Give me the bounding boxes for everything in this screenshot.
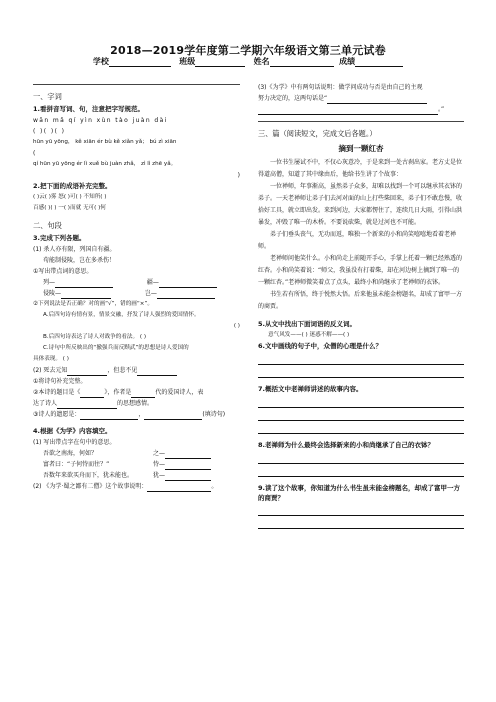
name-blank[interactable] <box>270 58 334 67</box>
school-label: 学校 <box>92 57 109 66</box>
answer-line[interactable] <box>258 408 464 421</box>
sub-question: ③诗人的遗愿是： <box>33 411 81 418</box>
answer-blank[interactable] <box>144 412 202 420</box>
divider <box>33 84 240 85</box>
answer-line[interactable] <box>258 365 464 378</box>
section-heading: 一、字词 <box>33 92 62 101</box>
word-label: 之— <box>153 450 166 457</box>
sub-question: ①写出带点词的意思。 <box>33 268 93 275</box>
idiom-row[interactable]: ( )云( )雾 怒( )可( ) 不知所( ) <box>33 194 107 200</box>
sub-question: (2) 《为学·蜀之鄙有二僧》这个故事说明： <box>33 483 148 490</box>
sub-question: ①将诗句补充完整。 <box>33 378 87 385</box>
answer-line[interactable] <box>258 421 464 434</box>
statement-b[interactable]: B.后四句诗表达了诗人对战争的看法。 ( ) <box>43 334 147 340</box>
sub-question: 达了诗人 <box>33 400 58 407</box>
question-8: 8.老禅师为什么最终会选择新来的小和尚继承了自己的衣钵？ <box>258 441 434 449</box>
answer-line[interactable] <box>258 516 464 529</box>
paragraph: 弟子们垂头丧气，无功而返，唯独一个新来的小和尚笑嘻嘻地看着老禅师。 <box>258 231 457 250</box>
sub-question: 的思想感情。 <box>117 400 154 407</box>
poem-line: (1) 杀人亦有限，列国自有疆。 <box>33 246 116 253</box>
answer-blank[interactable] <box>80 412 138 420</box>
story-body <box>258 157 464 313</box>
statement-c: C.诗句中所反映出的“撤强兵而反黩武”的思想是诗人爱国的 <box>43 345 189 351</box>
answer-blank[interactable] <box>165 462 211 470</box>
question-text: 努力决定的，这两句话是“ <box>258 95 328 102</box>
poem-line: 苟能制侵陵，岂在多杀伤！ <box>43 257 116 264</box>
question-text: 。” <box>438 106 445 113</box>
school-blank[interactable] <box>109 58 171 67</box>
student-info-line <box>0 56 496 67</box>
exam-title: 2018—2019学年度第二学期六年级语文第三单元试卷 <box>110 44 386 57</box>
question-6: 6.文中画线的句子中，众僧的心理是什么？ <box>258 342 382 350</box>
answer-blank[interactable] <box>327 96 427 104</box>
answer-blank[interactable] <box>258 107 438 115</box>
answer-blank[interactable] <box>131 390 155 398</box>
sub-question: 代的爱国诗人，表 <box>155 389 204 396</box>
paragraph: 书生若有所悟，终于悦然大悟。后来他虽未能金榜题名，却成了富甲一方的商贾。 <box>258 291 463 310</box>
answer-line[interactable] <box>258 395 464 408</box>
answer-blank[interactable] <box>137 368 177 376</box>
paragraph: 老禅师问他笑什么。小和尚走上前随开手心，手掌上托着一颗已经熟透的红杏。小和尚笑着说：“师父，我虽没有打着柴，却在河边树上摘到了唯一的一颗红杏。”老禅师微笑着点了点头，最终小和尚继承了老禅师的衣钵。 <box>258 255 463 286</box>
idiom-row[interactable]: 百感( )( ) 一( )而就 无可( )何 <box>33 205 106 211</box>
answer-line[interactable] <box>258 352 464 365</box>
answer-brackets[interactable]: ) <box>237 172 240 179</box>
word-label: 疆— <box>146 279 159 286</box>
answer-blank[interactable] <box>157 291 215 299</box>
question-9: 9.读了这个故事，你知道为什么书生虽未能金榜题名，却成了富甲一方的商贾？ <box>258 484 460 502</box>
divider <box>258 121 464 122</box>
antonym-row[interactable]: 意气风发——( ) 迷惑不解——( ) <box>268 332 350 338</box>
answer-blank[interactable] <box>159 280 217 288</box>
word-label: 恃— <box>153 461 166 468</box>
sentence: 富者曰：“子何恃而往？” <box>43 461 110 468</box>
sub-question: 》，作者是 <box>104 389 132 396</box>
answer-blank[interactable] <box>61 291 111 299</box>
paragraph: 一位禅师，年事渐高，虽然弟子众多，却难以找到一个可以继承其衣钵的弟子。一天老禅师让弟子们去河对面的山上打些柴回来，弟子们不敢怠慢，收拾好工具，就立即出发。来到河边，大家都愣住了，连续几日大雨，引得山洪暴发，冲毁了唯一的木桥。不要说砍柴，就是过河也不可能。 <box>258 183 463 226</box>
right-column <box>258 82 464 529</box>
answer-blank[interactable] <box>165 451 211 459</box>
answer-blank[interactable] <box>147 484 211 492</box>
answer-line[interactable] <box>258 503 464 516</box>
sub-question: ②下列说法是否正确？对的画“√”，错的画“×”。 <box>33 301 153 307</box>
question-1: 1.看拼音写词、句，注意把字写规范。 <box>33 105 144 113</box>
class-blank[interactable] <box>195 58 245 67</box>
answer-brackets[interactable]: ( )( )( ) <box>33 128 66 135</box>
story-title: 摘到一颗红杏 <box>338 144 384 153</box>
question-4: 4.根据《为学》内容填空。 <box>33 427 112 435</box>
sub-question: (填诗句) <box>202 411 226 418</box>
sentence: 吾数年来欲买舟而下，犹未能也。 <box>43 472 134 479</box>
word-label: 岂— <box>144 290 157 297</box>
judge-bracket[interactable]: ( ) <box>233 323 240 329</box>
score-label: 成绩 <box>339 57 356 66</box>
pinyin-line: wān mǎ qí yìn xùn tào juàn dài <box>33 117 168 124</box>
class-label: 班级 <box>179 57 196 66</box>
sub-question: (1) 写出带点字在句中的意思。 <box>33 439 116 446</box>
poem-prompt: ，但悲不见 <box>107 367 138 374</box>
pinyin-line: hūn yū yōng， kě xiān ér bù kě xiǎn yǎ； bú zì xiān <box>33 139 177 145</box>
answer-blank[interactable] <box>55 280 113 288</box>
sub-question: ②本诗的题目是《 <box>33 389 81 396</box>
pinyin-line: qí hūn yū yōng ér lì xuě bù juàn zhǎ， zì lì zhē yǎ。 <box>33 161 177 167</box>
section-heading: 三、篇（阅读短文，完成文后各题。） <box>258 129 377 138</box>
word-label: 犹— <box>153 472 166 479</box>
question-text: (3)《为学》中有两句话说明：做学问成功与否是由自己的主观 <box>258 84 423 91</box>
name-label: 姓名 <box>253 57 270 66</box>
poem-prompt: (2) 死去元知 <box>33 367 68 374</box>
left-column: 一、字词 1.看拼音写词、句，注意把字写规范。 wān mǎ qí yìn xùn tào juàn dài ( )( )( ) hūn yū yōng， kě xiān ér bù kě xiǎn yǎ； bú zì xiān ( qí hūn yū yōng ér lì xuě bù juàn zhǎ， zì lì zhē yǎ。 ) 2.把下面的成语补充完整。 ( )云( )雾 怒( )可( ) 不知所( ) 百感( )( ) 一( )而就 无可( )何 二、句段 3.完成下列各题。 (1) 杀人亦有限，列国自有疆。 苟能制侵陵，岂在多杀伤！ ①写出带点词的意思。 列— 疆— 侵陵— 岂— ②下列说法是否正确？对的画“√”，错的画“×”。 A.后四句诗有情有景，情景交融，抒发了诗人强烈的爱国情怀。 ( ) B.后四句诗表达了诗人对战争的看法。 ( ) C.诗句中所反映出的“撤强兵而反黩武”的思想是诗人爱国的 具体表现。 ( ) (2) 死去元知 ，但悲不见 ①将诗句补充完整。 ②本诗的题目是《 》，作者是 代的爱国诗人，表 达了诗人 的思想感情。 ③诗人的遗愿是： ， (填诗句) 4.根据《为学》内容填空。 (1) 写出带点字在句中的意思。 吾欲之南海，何如？ 之— 富者曰：“子何恃而往？” 恃— 吾数年来欲买舟而下，犹未能也。 犹— (2) 《为学·蜀之鄙有二僧》这个故事说明： 。 <box>33 82 240 492</box>
paragraph: 一位书生屡试不中，不仅心灰意冷，于是来到一处古刹出家。老方丈是位得道高僧，知道了其中缘由后，他给书生讲了个故事： <box>258 159 463 178</box>
answer-blank[interactable] <box>165 473 211 481</box>
answer-brackets[interactable]: ( <box>33 150 36 157</box>
question-3: 3.完成下列各题。 <box>33 234 86 242</box>
statement-c-cont[interactable]: 具体表现。 ( ) <box>33 356 69 362</box>
answer-blank[interactable] <box>67 368 107 376</box>
statement-a: A.后四句诗有情有景，情景交融，抒发了诗人强烈的爱国情怀。 <box>43 312 200 318</box>
sentence: 吾欲之南海，何如？ <box>43 450 98 457</box>
answer-line[interactable] <box>258 451 464 464</box>
question-7: 7.概括文中老禅师讲述的故事内容。 <box>258 385 363 393</box>
answer-blank[interactable] <box>57 401 117 409</box>
word-label: 列— <box>43 279 56 286</box>
answer-line[interactable] <box>258 464 464 477</box>
section-heading: 二、句段 <box>33 221 62 230</box>
answer-blank[interactable] <box>80 390 104 398</box>
score-blank[interactable] <box>355 58 403 67</box>
question-5: 5.从文中找出下面词语的反义词。 <box>258 320 356 328</box>
question-2: 2.把下面的成语补充完整。 <box>33 182 112 190</box>
word-label: 侵陵— <box>43 290 62 297</box>
